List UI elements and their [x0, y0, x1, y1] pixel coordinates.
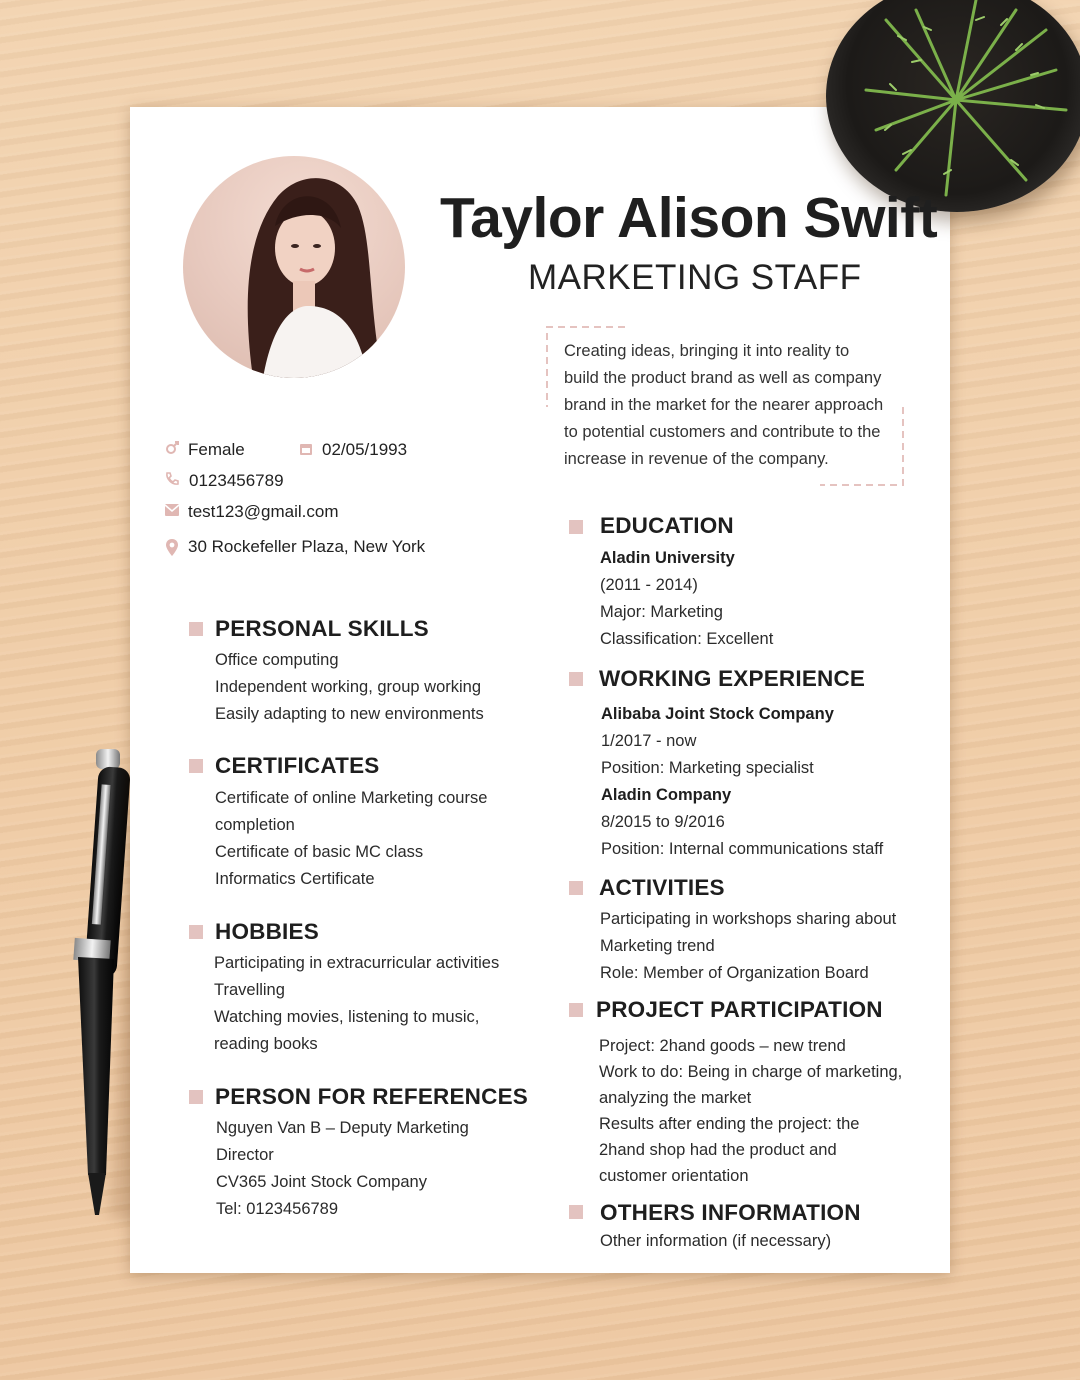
project-item: Work to do: Being in charge of marketing, — [599, 1063, 903, 1081]
section-marker — [569, 881, 583, 895]
section-marker — [189, 1090, 203, 1104]
activity-item: Marketing trend — [600, 937, 715, 955]
hobby-item: Participating in extracurricular activities — [214, 954, 500, 972]
job-period: 8/2015 to 9/2016 — [601, 813, 725, 831]
hobby-item: Travelling — [214, 981, 285, 999]
project-item: 2hand shop had the product and — [599, 1141, 837, 1159]
gender-icon — [164, 440, 180, 456]
section-marker — [569, 672, 583, 686]
reference-item: Tel: 0123456789 — [216, 1200, 339, 1218]
section-marker — [189, 759, 203, 773]
others-title: OTHERS INFORMATION — [600, 1200, 861, 1225]
project-item: customer orientation — [599, 1167, 749, 1185]
activity-item: Participating in workshops sharing about — [600, 910, 897, 928]
section-marker — [569, 1003, 583, 1017]
certificate-item: Informatics Certificate — [215, 870, 375, 888]
others-item: Other information (if necessary) — [600, 1232, 832, 1250]
job-period: 1/2017 - now — [601, 732, 697, 750]
address-value: 30 Rockefeller Plaza, New York — [188, 537, 426, 556]
certificate-item: Certificate of online Marketing course — [215, 789, 488, 807]
section-marker — [569, 520, 583, 534]
summary-line: build the product brand as well as company — [564, 369, 882, 387]
gender-value: Female — [188, 440, 245, 459]
candidate-name: Taylor Alison Swift — [440, 186, 938, 250]
skill-item: Independent working, group working — [215, 678, 482, 696]
hobbies-title: HOBBIES — [215, 919, 319, 944]
job-title: MARKETING STAFF — [528, 258, 862, 297]
pen-icon — [66, 745, 132, 1230]
reference-item: Nguyen Van B – Deputy Marketing — [216, 1119, 469, 1137]
summary-line: brand in the market for the nearer approach — [564, 396, 884, 414]
skill-item: Easily adapting to new environments — [215, 705, 484, 723]
calendar-icon — [299, 442, 313, 456]
activity-item: Role: Member of Organization Board — [600, 964, 869, 982]
company-name: Aladin Company — [601, 786, 732, 804]
phone-value: 0123456789 — [189, 471, 284, 490]
phone-icon — [164, 471, 180, 487]
education-item: Major: Marketing — [600, 603, 723, 621]
certificates-title: CERTIFICATES — [215, 753, 380, 778]
profile-photo — [183, 156, 405, 378]
hobby-item: reading books — [214, 1035, 318, 1053]
certificate-item: completion — [215, 816, 295, 834]
education-item: Classification: Excellent — [600, 630, 774, 648]
job-position: Position: Marketing specialist — [601, 759, 814, 777]
skill-item: Office computing — [215, 651, 339, 669]
references-title: PERSON FOR REFERENCES — [215, 1084, 528, 1109]
school-name: Aladin University — [600, 549, 735, 567]
section-marker — [189, 622, 203, 636]
location-pin-icon — [165, 538, 179, 557]
certificate-item: Certificate of basic MC class — [215, 843, 424, 861]
skills-title: PERSONAL SKILLS — [215, 616, 429, 641]
project-item: Project: 2hand goods – new trend — [599, 1037, 846, 1055]
experience-title: WORKING EXPERIENCE — [599, 666, 866, 691]
portrait-icon — [183, 156, 405, 378]
summary — [564, 338, 899, 473]
summary-line: to potential customers and contribute to the — [564, 423, 881, 441]
section-marker — [189, 925, 203, 939]
project-item: Results after ending the project: the — [599, 1115, 860, 1133]
hobby-item: Watching movies, listening to music, — [214, 1008, 480, 1026]
summary-line: Creating ideas, bringing it into reality to — [564, 342, 850, 360]
email-value: test123@gmail.com — [188, 502, 339, 521]
reference-item: CV365 Joint Stock Company — [216, 1173, 427, 1191]
project-item: analyzing the market — [599, 1089, 752, 1107]
job-position: Position: Internal communications staff — [601, 840, 884, 858]
birthday-value: 02/05/1993 — [322, 440, 408, 459]
summary-line: increase in revenue of the company. — [564, 450, 829, 468]
section-marker — [569, 1205, 583, 1219]
projects-title: PROJECT PARTICIPATION — [596, 997, 883, 1022]
education-title: EDUCATION — [600, 513, 734, 538]
activities-title: ACTIVITIES — [599, 875, 725, 900]
email-icon — [164, 503, 180, 517]
reference-item: Director — [216, 1146, 274, 1164]
education-item: (2011 - 2014) — [600, 576, 698, 594]
company-name: Alibaba Joint Stock Company — [601, 705, 834, 723]
